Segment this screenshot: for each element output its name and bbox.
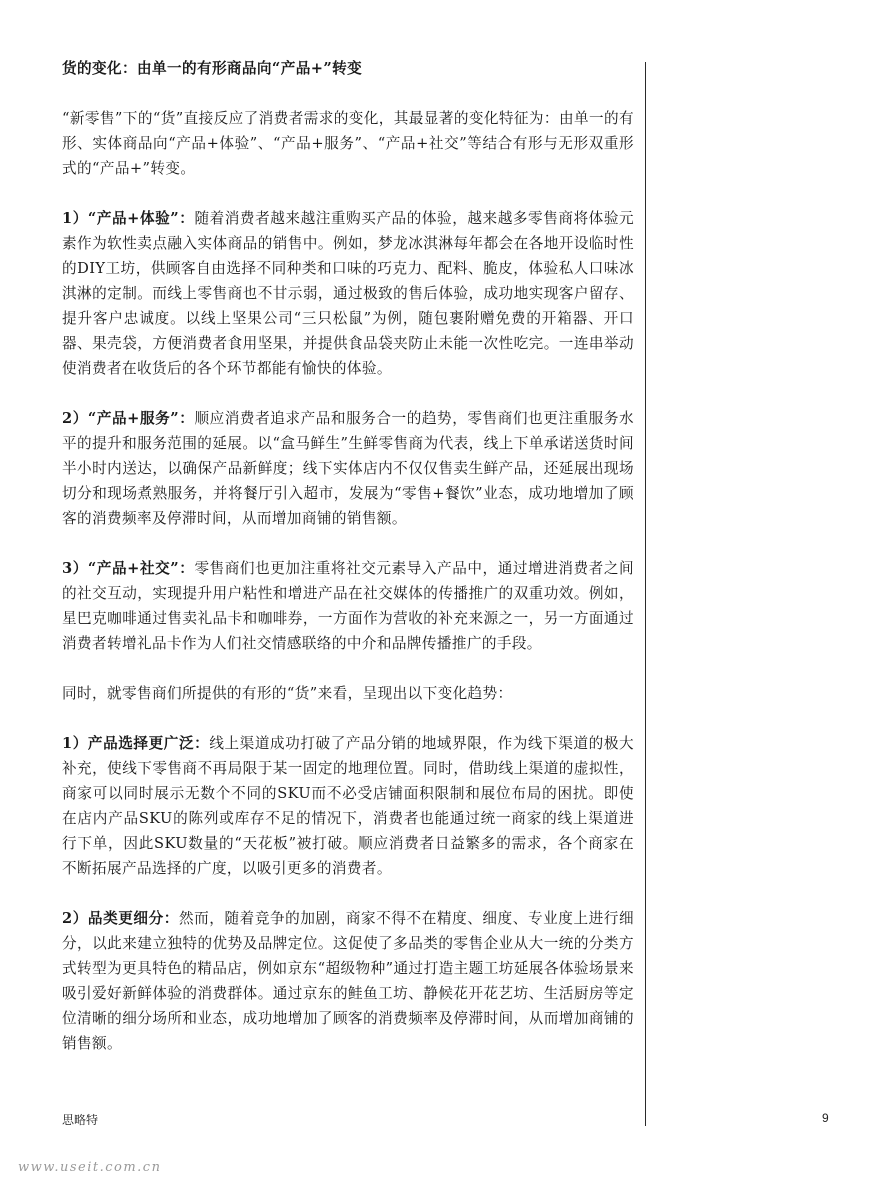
paragraph-product-experience [62,206,634,381]
paragraph-body: 然而，随着竞争的加剧，商家不得不在精度、细度、专业度上进行细分，以此来建立独特的优势及品牌定位。这促使了多品类的零售企业从大一统的分类方式转型为更具特色的精品店，例如京东“超级物种”通过打造主题工坊延展各体验场景来吸引爱好新鲜体验的消费群体。通过京东的鲑鱼工坊、静候花开花艺坊、生活厨房等定位清晰的细分场所和业态，成功地增加了顾客的消费频率及停滞时间，从而增加商铺的销售额。 [62,910,634,1052]
section-heading: 货的变化：由单一的有形商品向“产品+”转变 [62,60,363,77]
paragraph-lead: 3）“产品+社交”： [62,560,195,577]
article-column [62,56,634,1081]
vertical-divider [645,62,646,1126]
footer-brand: 思略特 [62,1113,99,1127]
paragraph-body: 随着消费者越来越注重购买产品的体验，越来越多零售商将体验元素作为软性卖点融入实体商品的销售中。例如，梦龙冰淇淋每年都会在各地开设临时性的DIY工坊，供顾客自由选择不同种类和口味的巧克力、配料、脆皮，体验私人口味冰淇淋的定制。而线上零售商也不甘示弱，通过极致的售后体验，成功地实现客户留存、提升客户忠诚度。以线上坚果公司“三只松鼠”为例，随包裹附赠免费的开箱器、开口器、果壳袋，方便消费者食用坚果，并提供食品袋夹防止未能一次性吃完。一连串举动使消费者在收货后的各个环节都能有愉快的体验。 [62,210,635,377]
paragraph-lead: 2）品类更细分： [62,910,179,927]
paragraph-lead: 1）“产品+体验”： [62,210,195,227]
intro-paragraph: “新零售”下的“货”直接反应了消费者需求的变化，其最显著的变化特征为：由单一的有形、实体商品向“产品+体验”、“产品+服务”、“产品+社交”等结合有形与无形双重形式的“产品+”转变。 [62,110,634,177]
paragraph-product-social [62,556,634,656]
paragraph-wider-selection [62,731,634,881]
transition-paragraph: 同时，就零售商们所提供的有形的“货”来看，呈现出以下变化趋势： [62,685,513,702]
paragraph-lead: 2）“产品+服务”： [62,410,195,427]
watermark: www.useit.com.cn [18,1160,162,1175]
paragraph-body: 顺应消费者追求产品和服务合一的趋势，零售商们也更注重服务水平的提升和服务范围的延展。以“盒马鲜生”生鲜零售商为代表，线上下单承诺送货时间半小时内送达，以确保产品新鲜度；线下实体店内不仅仅售卖生鲜产品，还延展出现场切分和现场煮熟服务，并将餐厅引入超市，发展为“零售+餐饮”业态，成功地增加了顾客的消费频率及停滞时间，从而增加商铺的销售额。 [62,410,635,527]
paragraph-body: 线上渠道成功打破了产品分销的地域界限，作为线下渠道的极大补充，使线下零售商不再局限于某一固定的地理位置。同时，借助线上渠道的虚拟性，商家可以同时展示无数个不同的SKU而不必受店铺面积限制和展位布局的困扰。即使在店内产品SKU的陈列或库存不足的情况下，消费者也能通过统一商家的线上渠道进行下单，因此SKU数量的“天花板”被打破。顺应消费者日益繁多的需求，各个商家在不断拓展产品选择的广度，以吸引更多的消费者。 [62,735,635,877]
paragraph-finer-categories [62,906,634,1056]
paragraph-body: 零售商们也更加注重将社交元素导入产品中，通过增进消费者之间的社交互动，实现提升用户粘性和增进产品在社交媒体的传播推广的双重功效。例如，星巴克咖啡通过售卖礼品卡和咖啡券，一方面作为营收的补充来源之一，另一方面通过消费者转增礼品卡作为人们社交情感联络的中介和品牌传播推广的手段。 [62,560,635,652]
paragraph-lead: 1）产品选择更广泛： [62,735,210,752]
paragraph-product-service [62,406,634,531]
page-number: 9 [822,1111,829,1125]
